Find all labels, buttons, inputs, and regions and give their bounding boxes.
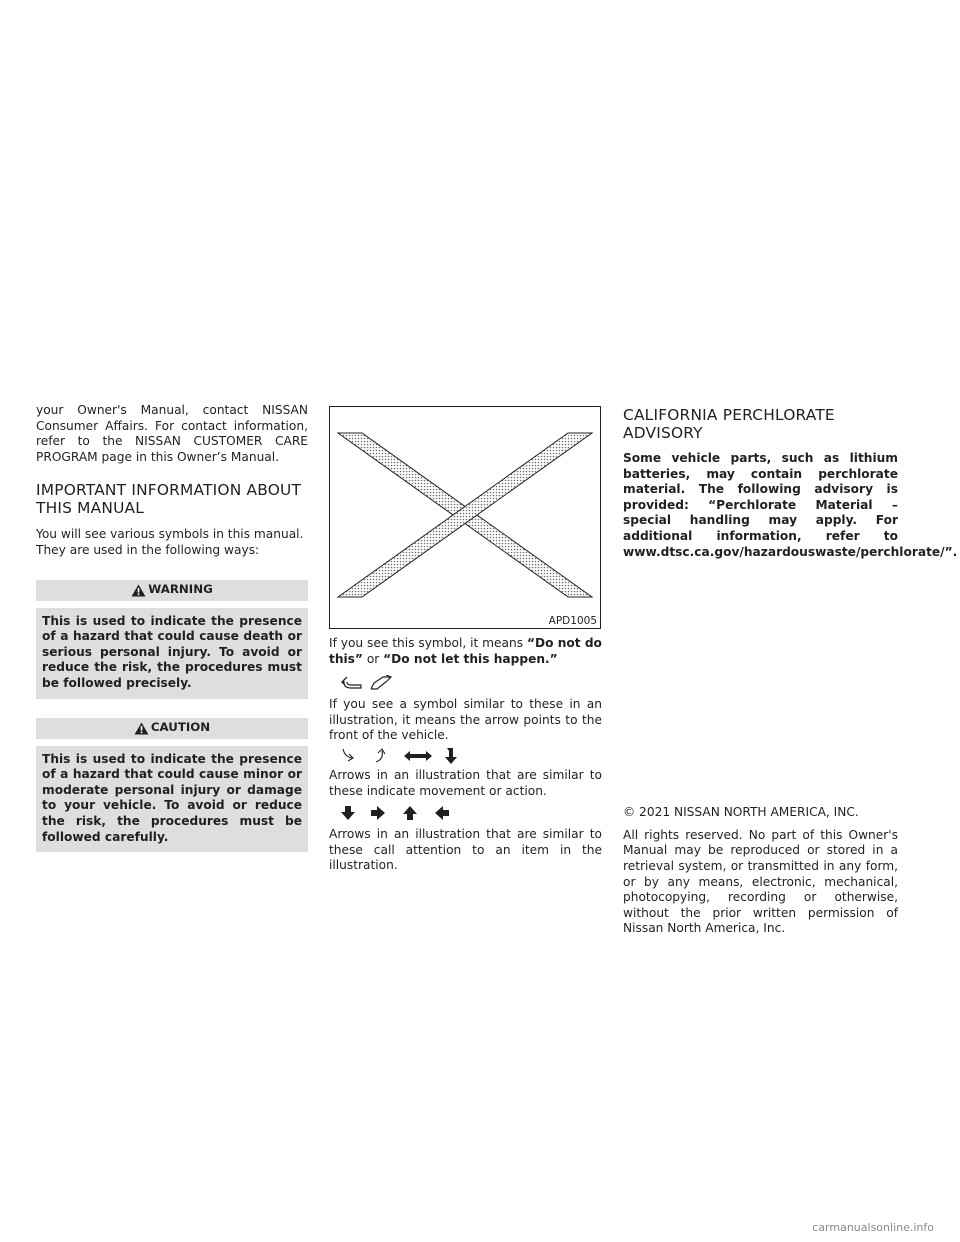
bent-arrow-icon xyxy=(443,747,459,765)
perchlorate-heading xyxy=(623,406,898,442)
caution-header xyxy=(36,718,308,739)
right-column xyxy=(623,406,958,937)
attention-arrow-description: Arrows in an illustration that are similar to these call attention to an item in the illustration. xyxy=(329,827,602,873)
arrow-right-icon xyxy=(371,806,385,820)
do-not-x-icon xyxy=(330,407,600,628)
warning-text: This is used to indicate the presence of a hazard that could cause death or serious personal injury. To avoid or reduce the risk, the procedures must be followed precisely. xyxy=(36,608,308,699)
perchlorate-advisory: Some vehicle parts, such as lithium batteries, may contain perchlorate material. The following advisory is provided: “Perchlorate Material – special handling may apply. For additional information, refer to www.dtsc.ca.gov/hazardouswaste/perchlorate/”. xyxy=(623,451,958,559)
double-arrow-icon xyxy=(403,749,433,763)
warning-label: WARNING xyxy=(148,582,213,597)
heading-line: IMPORTANT INFORMATION ABOUT xyxy=(36,481,302,500)
warning-header xyxy=(36,580,308,601)
caution-box xyxy=(36,718,308,853)
symbols-intro: You will see various symbols in this manual. They are used in the following ways: xyxy=(36,527,304,557)
heading-line: THIS MANUAL xyxy=(36,499,145,518)
do-not-figure xyxy=(329,406,601,629)
bold-phrase: “Do not do this” xyxy=(329,636,602,666)
watermark-footer: carmanualsonline.info xyxy=(812,1221,934,1234)
movement-arrow-icons xyxy=(329,746,602,766)
front-arrow-description: If you see a symbol similar to these in an illustration, it means the arrow points to the front of the vehicle. xyxy=(329,697,602,743)
arrow-down-icon xyxy=(341,806,355,820)
attention-arrow-icons xyxy=(329,803,602,823)
arrow-left-icon xyxy=(435,806,449,820)
arrow-up-icon xyxy=(403,806,417,820)
important-info-heading xyxy=(36,481,308,517)
left-column xyxy=(36,403,308,852)
caution-text: This is used to indicate the presence of a hazard that could cause minor or moderate personal injury or damage to your vehicle. To avoid or reduce the risk, the procedures must be followed carefully. xyxy=(36,746,308,853)
figure-id: APD1005 xyxy=(548,615,597,627)
warning-triangle-icon xyxy=(134,722,149,735)
heading-line: CALIFORNIA PERCHLORATE xyxy=(623,406,835,424)
heading-line: ADVISORY xyxy=(623,424,703,442)
bold-phrase: “Do not let this happen.” xyxy=(383,651,558,666)
front-arrow-icons xyxy=(329,673,602,693)
curved-arrow-up-icon xyxy=(373,748,387,764)
do-not-description xyxy=(329,636,602,667)
front-arrow-icon xyxy=(341,675,363,691)
curved-arrow-down-icon xyxy=(341,748,355,764)
warning-triangle-icon xyxy=(131,584,146,597)
caution-label: CAUTION xyxy=(150,720,211,735)
text-run: or xyxy=(362,651,384,666)
copyright-line: © 2021 NISSAN NORTH AMERICA, INC. xyxy=(623,805,859,820)
warning-box xyxy=(36,580,308,699)
rights-paragraph: All rights reserved. No part of this Owner's Manual may be reproduced or stored in a retrieval system, or transmitted in any form, or by any means, electronic, mechanical, photocopying, recording or otherwise, without the prior written permission of Nissan North America, Inc. xyxy=(623,827,898,936)
text-run: If you see this symbol, it means xyxy=(329,636,527,650)
front-arrow-angled-icon xyxy=(369,675,393,691)
intro-paragraph: your Owner's Manual, contact NISSAN Consumer Affairs. For contact information, refer to the NISSAN CUSTOMER CARE PROGRAM page in this Owner’s Manual. xyxy=(36,403,308,464)
movement-arrow-description: Arrows in an illustration that are similar to these indicate movement or action. xyxy=(329,767,602,798)
middle-column xyxy=(329,406,602,874)
